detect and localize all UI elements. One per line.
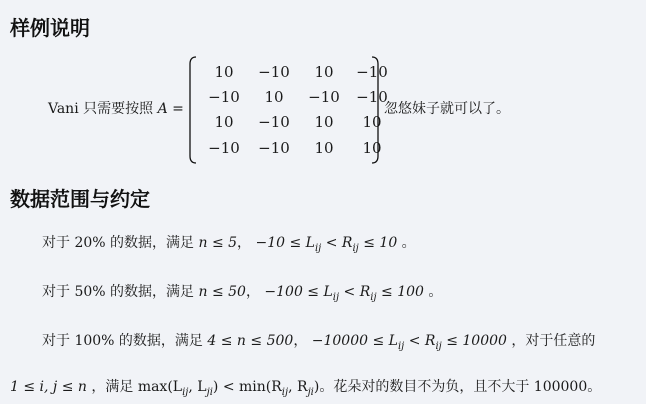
range-left: −10 ≤ L — [255, 235, 315, 251]
matrix-cell: −10 — [208, 139, 240, 157]
matrix-cell: −10 — [208, 88, 240, 106]
matrix-cell: 10 — [314, 63, 334, 81]
range-left: −10000 ≤ L — [311, 333, 398, 349]
matrix-a — [188, 56, 388, 164]
matrix-cell: −10 — [258, 139, 290, 157]
range-mid: < R — [339, 284, 371, 300]
subscript: ij — [332, 291, 340, 303]
matrix-cell: −10 — [356, 63, 388, 81]
matrix-cell: −10 — [356, 88, 388, 106]
right-bracket-icon — [370, 56, 380, 164]
constraint-line-general — [10, 376, 601, 398]
sample-lead — [48, 98, 184, 118]
line-end: 。 — [423, 284, 443, 300]
line-end: 。 — [397, 235, 416, 251]
constraint-line-100 — [42, 330, 595, 352]
matrix-row — [200, 136, 382, 160]
sample-lead-text: Vani 只需要按照 — [48, 101, 154, 117]
heading-constraints: 数据范围与约定 — [10, 187, 150, 211]
matrix-cell: 10 — [314, 113, 334, 131]
subscript: ji — [206, 386, 213, 398]
subscript: ij — [435, 340, 442, 352]
line-end: 。花朵对的数目不为负，且不大于 100000。 — [319, 379, 602, 395]
ij-condition: 1 ≤ i, j ≤ n — [10, 379, 87, 395]
constraint-line-20 — [42, 232, 416, 254]
constraint-line-50 — [42, 281, 442, 303]
min-expr: ) — [313, 379, 320, 395]
matrix-row — [200, 85, 388, 109]
max-expr: , L — [188, 379, 207, 395]
sample-tail: 忽悠妹子就可以了。 — [384, 101, 510, 117]
range-right: ≤ 100 — [376, 284, 424, 300]
range-mid: < R — [404, 333, 436, 349]
subscript: ij — [397, 340, 405, 352]
subscript: ij — [182, 386, 189, 398]
matrix-cell: 10 — [362, 113, 382, 131]
subscript: ji — [307, 386, 314, 398]
min-expr: ) < min(R — [212, 379, 282, 395]
separator: ， — [293, 333, 308, 349]
range-right: ≤ 10 — [358, 235, 398, 251]
matrix-cell: 10 — [264, 88, 284, 106]
range-mid: < R — [321, 235, 353, 251]
subscript: ij — [370, 291, 377, 303]
range-left: −100 ≤ L — [264, 284, 333, 300]
left-bracket-icon — [188, 56, 198, 164]
min-expr: , R — [288, 379, 308, 395]
equals-sign: = — [172, 101, 184, 117]
heading-sample-explanation: 样例说明 — [10, 16, 90, 40]
sample-explanation — [48, 56, 608, 164]
line-end: ，对于任意的 — [506, 333, 596, 349]
separator: ，满足 — [86, 379, 138, 395]
subscript: ij — [352, 242, 359, 254]
matrix-cell: −10 — [258, 63, 290, 81]
constraint-text: 对于 100% 的数据，满足 — [42, 333, 203, 349]
constraint-text: 对于 20% 的数据，满足 — [42, 235, 195, 251]
n-condition: n ≤ 5 — [198, 235, 238, 251]
separator: ， — [245, 284, 260, 300]
matrix-cell: 10 — [214, 113, 234, 131]
subscript: ij — [281, 386, 289, 398]
max-expr: max(L — [137, 379, 183, 395]
range-right: ≤ 10000 — [441, 333, 507, 349]
matrix-cell: 10 — [214, 63, 234, 81]
matrix-row — [200, 110, 382, 134]
separator: ， — [237, 235, 252, 251]
matrix-row — [200, 60, 388, 84]
constraint-text: 对于 50% 的数据，满足 — [42, 284, 195, 300]
matrix-cell: −10 — [308, 88, 340, 106]
matrix-cell: 10 — [314, 139, 334, 157]
matrix-variable: A — [157, 101, 168, 117]
subscript: ij — [314, 242, 322, 254]
n-condition: n ≤ 50 — [198, 284, 246, 300]
matrix-cell: −10 — [258, 113, 290, 131]
matrix-cell: 10 — [362, 139, 382, 157]
n-condition: 4 ≤ n ≤ 500 — [207, 333, 294, 349]
